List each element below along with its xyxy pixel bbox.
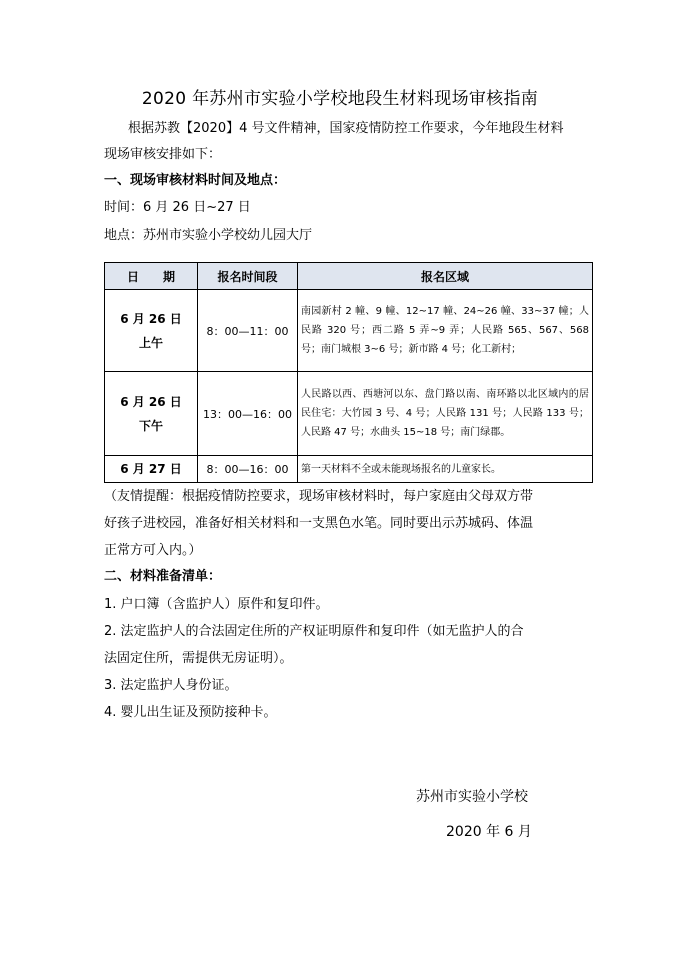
row-date-day: 6 月 26 日 (120, 394, 182, 409)
table-header-row (105, 263, 593, 290)
row-time: 8：00—16：00 (198, 456, 298, 483)
header-time: 报名时间段 (198, 263, 298, 290)
exam-place: 地点：苏州市实验小学校幼儿园大厅 (104, 228, 313, 243)
signature-date: 2020 年 6 月 (446, 824, 532, 840)
row-date-day: 6 月 27 日 (120, 462, 182, 476)
checklist-item-3: 3. 法定监护人身份证。 (104, 678, 238, 693)
table-row (105, 372, 593, 456)
table-row (105, 456, 593, 483)
row-date-day: 6 月 26 日 (120, 311, 182, 326)
row-date (105, 290, 198, 372)
row-date (105, 456, 198, 483)
intro-line-2: 现场审核安排如下： (104, 147, 222, 162)
checklist-item-4: 4. 婴儿出生证及预防接种卡。 (104, 705, 277, 720)
header-date: 日 期 (105, 263, 198, 290)
checklist-item-2: 2. 法定监护人的合法固定住所的产权证明原件和复印件（如无监护人的合 (104, 624, 524, 639)
row-area: 南园新村 2 幢、9 幢、12~17 幢、24~26 幢、33~37 幢；人民路 320 号；西二路 5 弄~9 弄；人民路 565、567、568 号；南门城根 3~6 号；新市路 4 号；化工新村； (298, 290, 593, 372)
row-time: 8：00—11：00 (198, 290, 298, 372)
reminder-line-1: （友情提醒：根据疫情防控要求，现场审核材料时，每户家庭由父母双方带 (104, 489, 534, 504)
schedule-table (104, 262, 593, 483)
header-area: 报名区域 (298, 263, 593, 290)
section1-heading: 一、现场审核材料时间及地点： (104, 173, 287, 188)
row-area: 第一天材料不全或未能现场报名的儿童家长。 (298, 456, 593, 483)
document-title: 2020 年苏州市实验小学校地段生材料现场审核指南 (141, 89, 539, 109)
checklist-item-2-cont: 法固定住所，需提供无房证明）。 (104, 651, 293, 666)
table-row (105, 290, 593, 372)
row-date (105, 372, 198, 456)
row-date-period: 上午 (138, 335, 163, 350)
row-area: 人民路以西、西塘河以东、盘门路以南、南环路以北区域内的居民住宅：大竹园 3 号、4 号；人民路 131 号；人民路 133 号；人民路 47 号；水曲头 15~18 号；南门绿郡。 (298, 372, 593, 456)
intro-line-1: 根据苏教【2020】4 号文件精神，国家疫情防控工作要求，今年地段生材料 (128, 121, 564, 136)
exam-time: 时间：6 月 26 日~27 日 (104, 200, 251, 215)
section2-heading: 二、材料准备清单： (104, 569, 222, 584)
reminder-line-3: 正常方可入内。） (104, 543, 202, 558)
reminder-line-2: 好孩子进校园，准备好相关材料和一支黑色水笔。同时要出示苏城码、体温 (104, 516, 534, 531)
signature-org: 苏州市实验小学校 (416, 789, 528, 805)
row-date-period: 下午 (138, 418, 163, 433)
checklist-item-1: 1. 户口簿（含监护人）原件和复印件。 (104, 597, 329, 612)
row-time: 13：00—16：00 (198, 372, 298, 456)
